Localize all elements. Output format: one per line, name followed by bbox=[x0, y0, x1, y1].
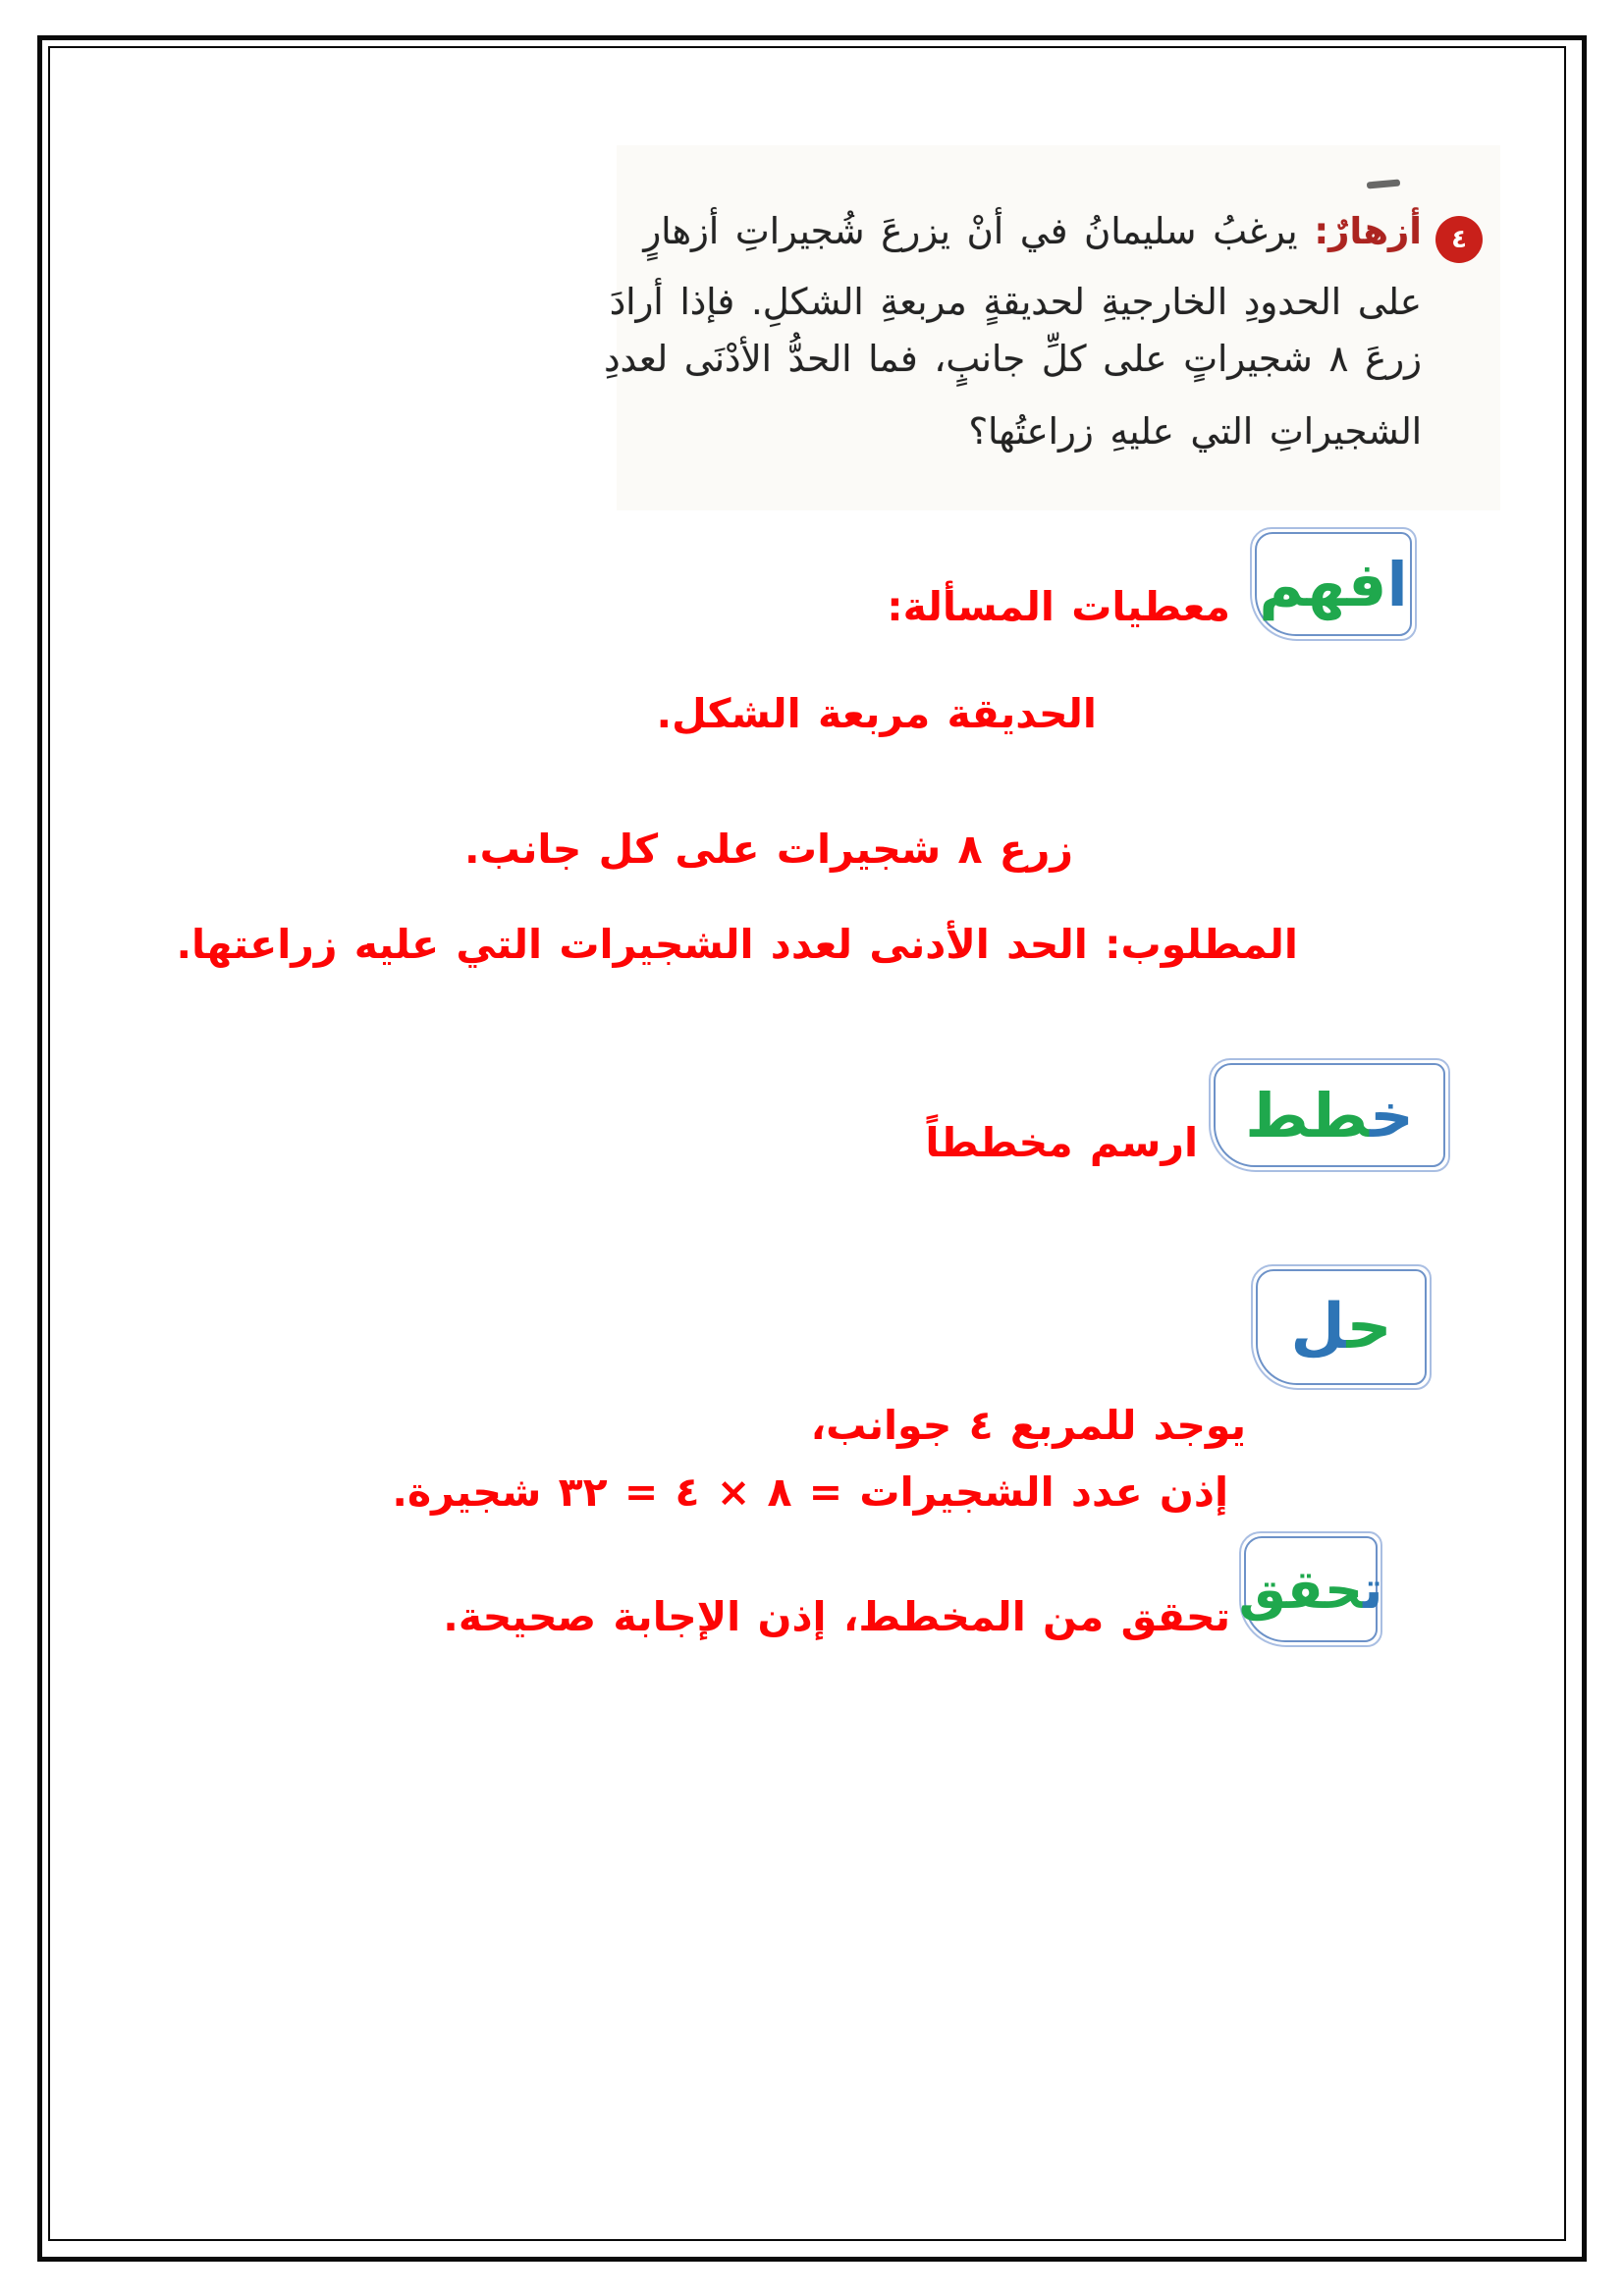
problem-line-2: على الحدودِ الخارجيةِ لحديقةٍ مربعةِ الشكلِ. فإذا أرادَ bbox=[609, 281, 1422, 323]
required-statement: المطلوب: الحد الأدنى لعدد الشجيرات التي عليه زراعتها. bbox=[176, 921, 1298, 968]
check-step-icon bbox=[1239, 1531, 1382, 1647]
solve-step-icon bbox=[1251, 1264, 1432, 1390]
understand-badge-word: افهم bbox=[1259, 548, 1408, 620]
problem-title: أزهارٌ: bbox=[1314, 210, 1422, 252]
problem-number: ٤ bbox=[1451, 225, 1467, 254]
check-conclusion: تحقق من المخطط، إذن الإجابة صحيحة. bbox=[443, 1593, 1230, 1640]
solve-equation: إذن عدد الشجيرات = ٨ × ٤ = ٣٢ شجيرة. bbox=[392, 1468, 1228, 1516]
plan-step-icon bbox=[1209, 1058, 1450, 1172]
problem-line-1 bbox=[643, 210, 1422, 252]
problem-line-1-text: يرغبُ سليمانُ في أنْ يزرعَ شُجيراتِ أزهارٍ bbox=[643, 210, 1298, 252]
given-fact-1: الحديقة مربعة الشكل. bbox=[656, 690, 1097, 737]
understand-heading: معطيات المسألة: bbox=[887, 583, 1230, 630]
given-fact-2: زرع ٨ شجيرات على كل جانب. bbox=[464, 826, 1073, 873]
check-badge-word: ت‍‍حقق bbox=[1238, 1558, 1383, 1621]
understand-step-icon bbox=[1250, 527, 1417, 641]
plan-instruction: ارسم مخططاً bbox=[925, 1119, 1198, 1166]
problem-line-3: زرعَ ٨ شجيراتٍ على كلِّ جانبٍ، فما الحدُّ الأدْنَى لعددِ bbox=[604, 338, 1422, 380]
scanned-problem-region bbox=[617, 145, 1500, 510]
problem-line-4: الشجيراتِ التي عليهِ زراعتُها؟ bbox=[968, 410, 1422, 453]
plan-badge-word: خ‍‍طط bbox=[1245, 1079, 1414, 1151]
problem-number-badge bbox=[1435, 216, 1483, 263]
solve-line-1: يوجد للمربع ٤ جوانب، bbox=[810, 1402, 1246, 1449]
solve-badge-word: ح‍‍ل bbox=[1290, 1291, 1392, 1363]
